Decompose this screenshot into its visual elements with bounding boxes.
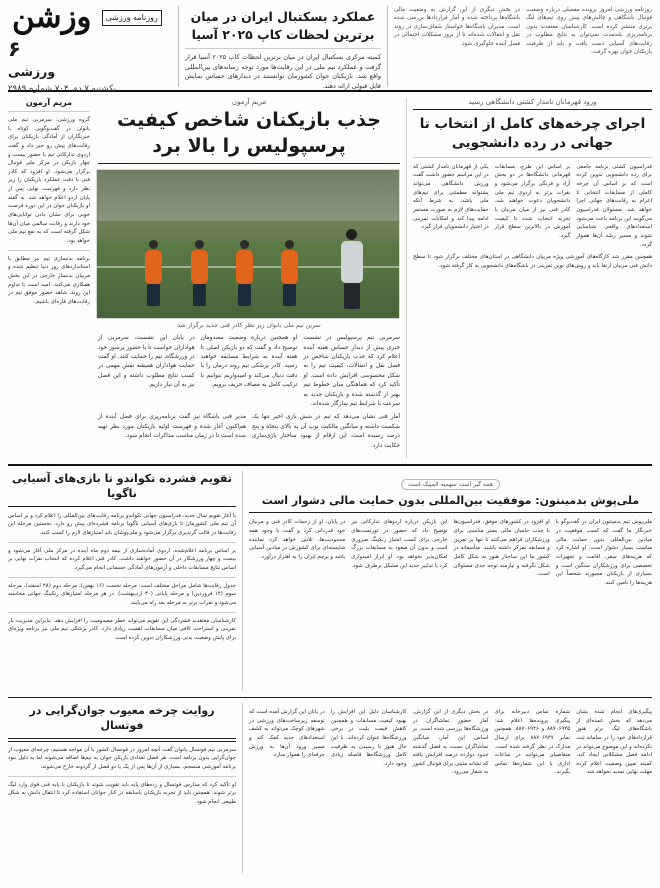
masthead-left-column [387, 6, 652, 87]
secondary-story-kicker: ورود قهرمانان نامدار کشتی دانشگاهی رسید [468, 98, 597, 106]
lead-story-col-1: سرمربی تیم پرسپولیس در نشست خبری پیش از دیدار حساس هفته آینده اعلام کرد که جذب بازیکنان شاخص در فصل نقل و انتقالات، کیفیت تیم را به شکل محسوسی افزایش داده است. او تأکید کرد که هماهنگی میان خطوط تیم بهتر از گذشته شده و بازیکنان جدید به سرعت با شرایط تیم سازگار شده‌اند. [303, 335, 400, 408]
secondary-story-col-3: یکی از قهرمانان نامدار کشتی که در این مراسم حضور داشت گفت ورزش دانشگاهی می‌تواند پشتوانه مطمئنی برای تیم‌های ملی باشد، به شرط آنکه حمایت‌های لازم به صورت مستمر ادامه پیدا کند و امکانات تمرینی در اختیار دانشجویان قرار گیرد. [412, 163, 489, 231]
divider [8, 776, 236, 777]
secondary-story-title: اجرای چرخه‌های کامل از انتخاب تا جهانی در رده دانشجویی [419, 116, 646, 151]
masthead-brief-a: روزنامه ورزشی امروز پرونده مفصلی درباره وضعیت فوتبال باشگاهی و چالش‌های پیش روی تیم‌های لیگ برتری منتشر کرده است. کارشناسان معتقدند بدون برنامه‌ریزی بلندمدت نمی‌توان به نتایج مطلوب در رقابت‌های آسیایی دست یافت و باید از ظرفیت بازیکنان جوان بهره گرفت. [526, 7, 652, 55]
divider [8, 506, 236, 507]
lead-story-photo [96, 169, 400, 319]
lead-story-col-3: در پایان این نشست، سرمربی از هواداران خواست تا با حضور پرشور خود در ورزشگاه، تیم را حمایت کنند. او گفت حمایت هواداران همیشه نقش مهمی در کسب نتایج مطلوب داشته و این فصل نیز به آن نیاز داریم. [97, 335, 195, 389]
secondary-story-columns-2 [413, 253, 652, 270]
futsal-col-1: سرمربی تیم فوتسال بانوان گفت آنچه امروز در فوتسال کشور با آن مواجه هستیم، چرخه‌ای معیوب از جوان‌گرایی بدون برنامه است. هر فصل تعدادی بازیکن جوان به تیم‌ها اضافه می‌شوند اما به دلیل نبود برنامه آموزشی منسجم، بسیاری از آن‌ها پس از یک یا دو فصل از گردونه خارج می‌شوند. [8, 746, 236, 771]
lead-story-col-2: او همچنین درباره وضعیت مصدومان توضیح داد و گفت که دو بازیکن اصلی تا هفته آینده به شرایط مسابقه خواهند رسید. کادر پزشکی تیم روند درمان را با دقت دنبال می‌کند و امیدواریم بتوانیم با ترکیب کامل به مصاف حریف برویم. [200, 335, 298, 389]
futsal-col-2: او تأکید کرد که مدارس فوتسال و رده‌های پایه باید تقویت شوند تا بازیکنان با پایه فنی قوی وارد لیگ برتر شوند. همچنین باید از تجربه بازیکنان باسابقه در کنار جوانان استفاده کرد تا انتقال دانش به شکل طبیعی انجام شود. [8, 781, 236, 805]
right-rail [8, 98, 92, 458]
secondary-story-columns [413, 163, 652, 249]
bottom-left-col-2: شماره تماس دبیرخانه برای پیگیری پرونده‌ها اعلام شد: ۸۸۷۰۶۹۴۵ و ۸۸۷۰۶۹۴۶. همچنین نمابر ۸۸۷۰۶۹۴۷ برای ارسال مدارک در نظر گرفته شده است. متقاضیان می‌توانند در ساعات اداری با این شماره‌ها تماس بگیرند. [494, 709, 571, 776]
masthead-blurb: کمیته مرکزی بسکتبال ایران در میان برترین لحظات کاپ ۲۰۲۵ آسیا قرار گرفت و عملکرد تیم ملی در این رقابت‌ها مورد توجه رسانه‌های بین‌المللی واقع شد. بازیکنان جوان کشورمان توانستند در دیدارهای حساس نمایش قابل قبولی ارائه دهند. [185, 53, 381, 91]
masthead-middle-column [178, 6, 387, 91]
lead-story [92, 98, 406, 458]
taekwondo-col-2: بر اساس برنامه اعلام‌شده، اردوی آماده‌سازی از نیمه دوم ماه آینده در مرکز ملی آغاز می‌شود و بیست و چهار ورزشکار در آن حضور خواهند داشت. کادر فنی اعلام کرده که انتخاب نفرات نهایی بر اساس نتایج مسابقات داخلی و آزمون‌های آمادگی جسمانی انجام می‌گیرد. [8, 547, 236, 571]
photo-player-figure [236, 240, 253, 306]
divider [413, 109, 652, 110]
badminton-story-tag: همه گیر است سهمیه المپیک است [401, 479, 500, 490]
secondary-story-col-1: فدراسیون کشتی برنامه جامعی برای رده دانشجویی تدوین کرده است که بر اساس آن چرخه کاملی از مسابقات انتخابی تا اعزام به رقابت‌های جهانی اجرا خواهد شد. مسئولان فدراسیون می‌گویند این برنامه باعث می‌شود استعدادهای واقعی شناسایی شوند و مسیر رشد آن‌ها هموار گردد. [576, 163, 652, 248]
badminton-story-columns [249, 518, 652, 587]
photo-background-stand [97, 170, 399, 220]
logo-badge: روزنامه ورزشی [102, 10, 162, 26]
masthead-headline: عملکرد بسکتبال ایران در میان برترین لحظات کاپ ۲۰۲۵ آسیا [190, 9, 376, 43]
taekwondo-story-title: تقویم فشرده تکواندو تا بازی‌های آسیایی ناگویا [12, 472, 232, 501]
date-line: یکشنبه ۷ دی ۷۰۴ شماره ۲۹۸۹ [8, 83, 117, 94]
right-rail-text: گروه ورزشی: سرمربی تیم ملی بانوان در گفت‌وگویی کوتاه با خبرنگاران از آمادگی بازیکنان برای رقابت‌های پیش رو خبر داد و گفت اردوی تدارکاتی تیم با حضور بیست و چهار بازیکن در مرکز ملی فوتبال برگزار می‌شود. او افزود که کادر فنی با دقت عملکرد بازیکنان را زیر نظر دارد و فهرست نهایی پس از پایان اردو اعلام خواهد شد. به گفته او بازیکنان جوان در این دوره فرصت خوبی برای نشان دادن توانایی‌های خود دارند و رقابت سالمی میان آن‌ها شکل گرفته است که به نفع تیم ملی خواهد بود. [8, 117, 90, 244]
futsal-story [8, 703, 242, 873]
bottom-left-report [242, 703, 652, 873]
lead-story-columns [98, 334, 400, 409]
issue-number: ۶ [8, 36, 21, 61]
badminton-story-title: ملی‌پوش بدمینتون: موفقیت بین‌المللی بدون حمایت مالی دشوار است [261, 494, 640, 507]
badminton-col-3: این بازیکن درباره اردوهای تدارکاتی نیز توضیح داد که حضور در تورنمنت‌های خارجی برای کسب امتیاز رنکینگ ضروری است و بدون آن صعود به مسابقات بزرگ امکان‌پذیر نخواهد بود. او ابراز امیدواری کرد با تدابیر جدید این مشکل برطرف شود. [351, 519, 448, 569]
badminton-col-1: ملی‌پوش تیم بدمینتون ایران در گفت‌وگو با خبرنگار ما گفت که کسب موفقیت در میادین بین‌المللی بدون حمایت مالی مناسب بسیار دشوار است. او اشاره کرد که هزینه‌های سفر، اقامت و تجهیزات تخصصی برای ورزشکاران سنگین است و بسیاری از بازیکنان مجبورند شخصاً این هزینه‌ها را تأمین کنند. [555, 519, 652, 586]
lead-story-caption: تمرین تیم ملی بانوان زیر نظر کادر فنی جدید برگزار شد [177, 322, 321, 330]
bottom-left-col-1: پیگیری‌های انجام شده نشان می‌دهد که بخش عمده‌ای از باشگاه‌های لیگ برتر هنوز قراردادهای خود را در سامانه ثبت نکرده‌اند و این موضوع می‌تواند در ادامه فصل مشکلاتی ایجاد کند. کمیته تعیین وضعیت اعلام کرده مهلت نهایی تمدید نخواهد شد. [576, 709, 652, 776]
divider [249, 512, 652, 513]
masthead-left-text-columns [394, 6, 652, 56]
lead-story-columns-2 [98, 413, 400, 451]
futsal-story-title: روایت چرخه معیوب جوان‌گرایی در فوتسال [29, 704, 215, 733]
badminton-story [242, 471, 652, 691]
divider [8, 738, 236, 742]
badminton-pill-wrap [249, 471, 652, 493]
bottom-left-columns [249, 708, 652, 777]
right-rail-text-2: برنامه بدنسازی تیم نیز مطابق با استانداردهای روز دنیا تنظیم شده و مربیان بدنساز خارجی در این بخش همکاری می‌کنند. امید است با تداوم این روند، شاهد حضور موفق تیم در رقابت‌های قاره‌ای باشیم. [8, 255, 90, 305]
taekwondo-col-3: جدول رقابت‌ها شامل مراحل مختلف است: مرحله نخست (۱۶ بهمن)، مرحله دوم (۲۸ اسفند)، مرحله سوم (۱۴ فروردین) و مرحله پایانی (۳۰ اردیبهشت). در هر مرحله امتیازهای رنکینگ جهانی محاسبه می‌شود و نفرات برتر به مرحله بعد راه می‌یابند. [8, 582, 237, 606]
divider [8, 612, 236, 613]
bottom-left-col-4: کارشناسان دلیل این افزایش را بهبود کیفیت مسابقات و همچنین کاهش قیمت بلیت در برخی ورزشگاه‌ها عنوان کرده‌اند. با این حال هنوز تا رسیدن به ظرفیت کامل ورزشگاه‌ها فاصله زیادی وجود دارد. [330, 709, 407, 767]
divider [413, 157, 652, 158]
masthead [8, 0, 652, 94]
masthead-brief-b: در بخش دیگری از این گزارش به وضعیت مالی باشگاه‌ها پرداخته شده و آمار قراردادها بررسی شده است. مدیران باشگاه‌ها خواستار شفاف‌سازی در روند نقل و انتقالات شده‌اند تا از بروز مشکلات احتمالی در فصل آینده جلوگیری شود. [394, 7, 520, 47]
lead-story-col-5: مدیر فنی باشگاه نیز گفت برنامه‌ریزی برای فصل آینده از هم‌اکنون آغاز شده و فهرست اولیه بازیکنان مورد نظر تهیه شده است تا در زمان مناسب مذاکرات انجام شود. [98, 414, 246, 440]
bottom-left-col-5: در پایان این گزارش آمده است که توسعه زیرساخت‌های ورزشی در شهرهای کوچک می‌تواند به کشف استعدادهای جدید کمک کند و مسیر ورود آن‌ها به ورزش حرفه‌ای را هموار سازد. [249, 709, 325, 759]
divider [8, 111, 90, 112]
divider [8, 542, 236, 543]
taekwondo-story [8, 471, 242, 691]
middle-band [8, 464, 652, 691]
lead-story-col-4: آمار فنی نشان می‌دهد که تیم در شش بازی اخیر تنها یک شکست داشته و میانگین مالکیت توپ آن به بالای پنجاه و پنج درصد رسیده است. این ارقام از بهبود ساختار بازی‌سازی حکایت دارد. [252, 414, 400, 449]
taekwondo-col-1: با آغاز تقویم سال جدید، فدراسیون جهانی تکواندو برنامه رقابت‌های بین‌المللی را اعلام کرد و بر اساس آن تیم ملی کشورمان تا بازی‌های آسیایی ناگویا برنامه فشرده‌ای پیش رو دارد. نخستین مرحله این رقابت‌ها در قالب گرندپری برگزار می‌شود و ملی‌پوشان باید امتیازهای لازم را کسب کنند. [8, 512, 236, 537]
bottom-band [8, 697, 652, 873]
secondary-story-col-2: بر اساس این طرح، مسابقات قهرمانی دانشگاه‌ها در دو بخش آزاد و فرنگی برگزار می‌شود و نفرات برتر به اردوی تیم ملی دانشجویان دعوت خواهند شد. کادر فنی نیز از میان مربیان با تجربه انتخاب شده تا کیفیت آموزش در بالاترین سطح قرار گیرد. [494, 163, 571, 239]
divider [8, 577, 236, 578]
newspaper-logo: وزشن [12, 0, 92, 35]
bottom-left-col-3: در بخش دیگری از این گزارش، آمار حضور تماشاگران در ورزشگاه‌ها بررسی شده است. بر اساس این آمار، میانگین تماشاگران نسبت به فصل گذشته حدود دوازده درصد افزایش یافته که نشانه مثبتی برای فوتبال کشور به شمار می‌رود. [412, 709, 489, 776]
photo-player-figure [145, 240, 162, 306]
lead-story-title: جذب بازیکنان شاخص کیفیت پرسپولیس را بالا برد [117, 109, 381, 157]
divider [8, 250, 90, 251]
right-rail-title: مریم آرمون [25, 98, 73, 107]
photo-player-figure [191, 240, 208, 306]
lead-section [8, 98, 652, 458]
photo-coach-figure [341, 229, 363, 309]
secondary-story-col-4: همچنین مقرر شد کارگاه‌های آموزشی ویژه مربیان دانشگاهی در استان‌های مختلف برگزار شود تا سطح دانش فنی مربیان ارتقا یابد و روش‌های نوین تمرینی در باشگاه‌های دانشجویی به کار گرفته شود. [413, 254, 652, 269]
photo-player-figure [281, 240, 298, 306]
divider [98, 163, 400, 164]
lead-story-byline: مریم آرمون [231, 98, 267, 106]
masthead-brand-block [8, 0, 178, 94]
taekwondo-col-4: کارشناسان معتقدند فشردگی این تقویم می‌تواند خطر مصدومیت را افزایش دهد، بنابراین مدیریت بار تمرینی و استراحت کافی میان مسابقات اهمیت زیادی دارد. کادر پزشکی تیم ملی نیز برنامه ویژه‌ای برای پایش وضعیت بدنی ورزشکاران تدوین کرده است. [8, 617, 236, 641]
badminton-col-2: او افزود در کشورهای موفق، فدراسیون‌ها با جذب حامیان مالی بستر مناسبی برای ورزشکاران فراهم می‌کنند تا تنها بر تمرین و مسابقه تمرکز داشته باشند. متأسفانه در کشور ما این ساختار هنوز به شکل کامل شکل نگرفته و نیازمند توجه جدی مسئولان است. [453, 519, 550, 578]
divider [185, 48, 381, 49]
section-name: ورزشی [8, 63, 56, 79]
badminton-col-4: در پایان، او از زحمات کادر فنی و مربیان خود قدردانی کرد و گفت با وجود همه محدودیت‌ها، تلاش خواهد کرد نماینده شایسته‌ای برای کشورش در میادین آسیایی باشد و پرچم ایران را به اهتزاز درآورد. [249, 519, 346, 560]
secondary-story-wrestling [406, 98, 652, 458]
logo-wrap [8, 0, 162, 37]
